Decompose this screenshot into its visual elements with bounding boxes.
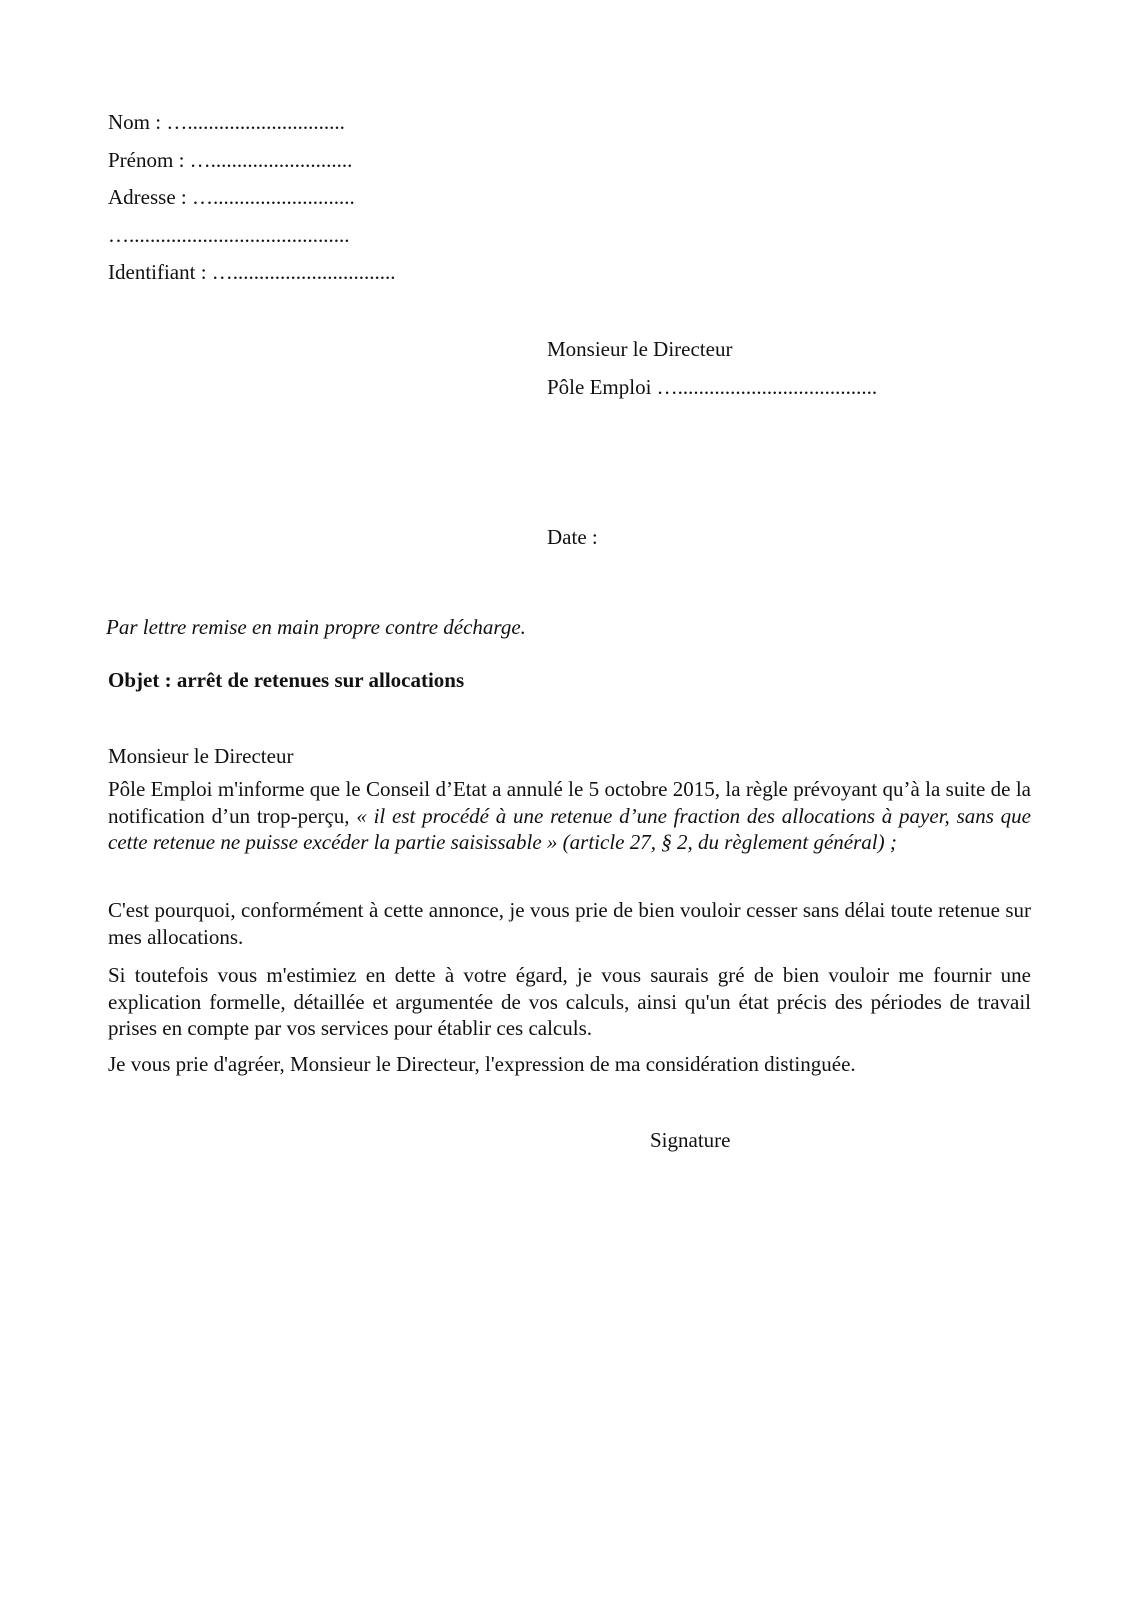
salutation: Monsieur le Directeur	[108, 744, 294, 768]
date-label: Date :	[547, 525, 598, 549]
paragraph-1-quote: « il est procédé à une retenue d’une fraction des allocations à payer, sans que cette retenue ne puisse excéder la partie saisissable » (article 27, § 2, du règlement général) ;	[108, 803, 1031, 854]
sender-identifiant: Identifiant : …...............................	[108, 260, 396, 284]
recipient-agency: Pôle Emploi …......................................	[547, 375, 878, 399]
recipient-title: Monsieur le Directeur	[547, 337, 733, 361]
paragraph-1-intro: Pôle Emploi m'informe que le Conseil d’Etat a annulé le 5 octobre 2015, la règle prévoyant qu’à la suite de la notification d’un trop-perçu,	[108, 777, 1031, 828]
closing-formula: Je vous prie d'agréer, Monsieur le Directeur, l'expression de ma considération distinguée.	[108, 1052, 856, 1076]
sender-adresse-suite: …..........................................	[108, 223, 350, 247]
sender-adresse: Adresse : …...........................	[108, 185, 355, 209]
delivery-note: Par lettre remise en main propre contre décharge.	[106, 615, 526, 639]
sender-prenom: Prénom : …...........................	[108, 148, 353, 172]
paragraph-3: Si toutefois vous m'estimiez en dette à votre égard, je vous saurais gré de bien vouloir me fournir une explication formelle, détaillée et argumentée de vos calculs, ainsi qu'un état précis des périodes de travail prises en compte par vos services pour établir ces calculs.	[108, 963, 1031, 1040]
subject-line: Objet : arrêt de retenues sur allocations	[108, 668, 465, 692]
sender-nom: Nom : …..............................	[108, 110, 345, 134]
paragraph-2: C'est pourquoi, conformément à cette annonce, je vous prie de bien vouloir cesser sans délai toute retenue sur mes allocations.	[108, 898, 1031, 949]
paragraph-1	[108, 776, 1031, 856]
signature-label: Signature	[650, 1128, 731, 1152]
